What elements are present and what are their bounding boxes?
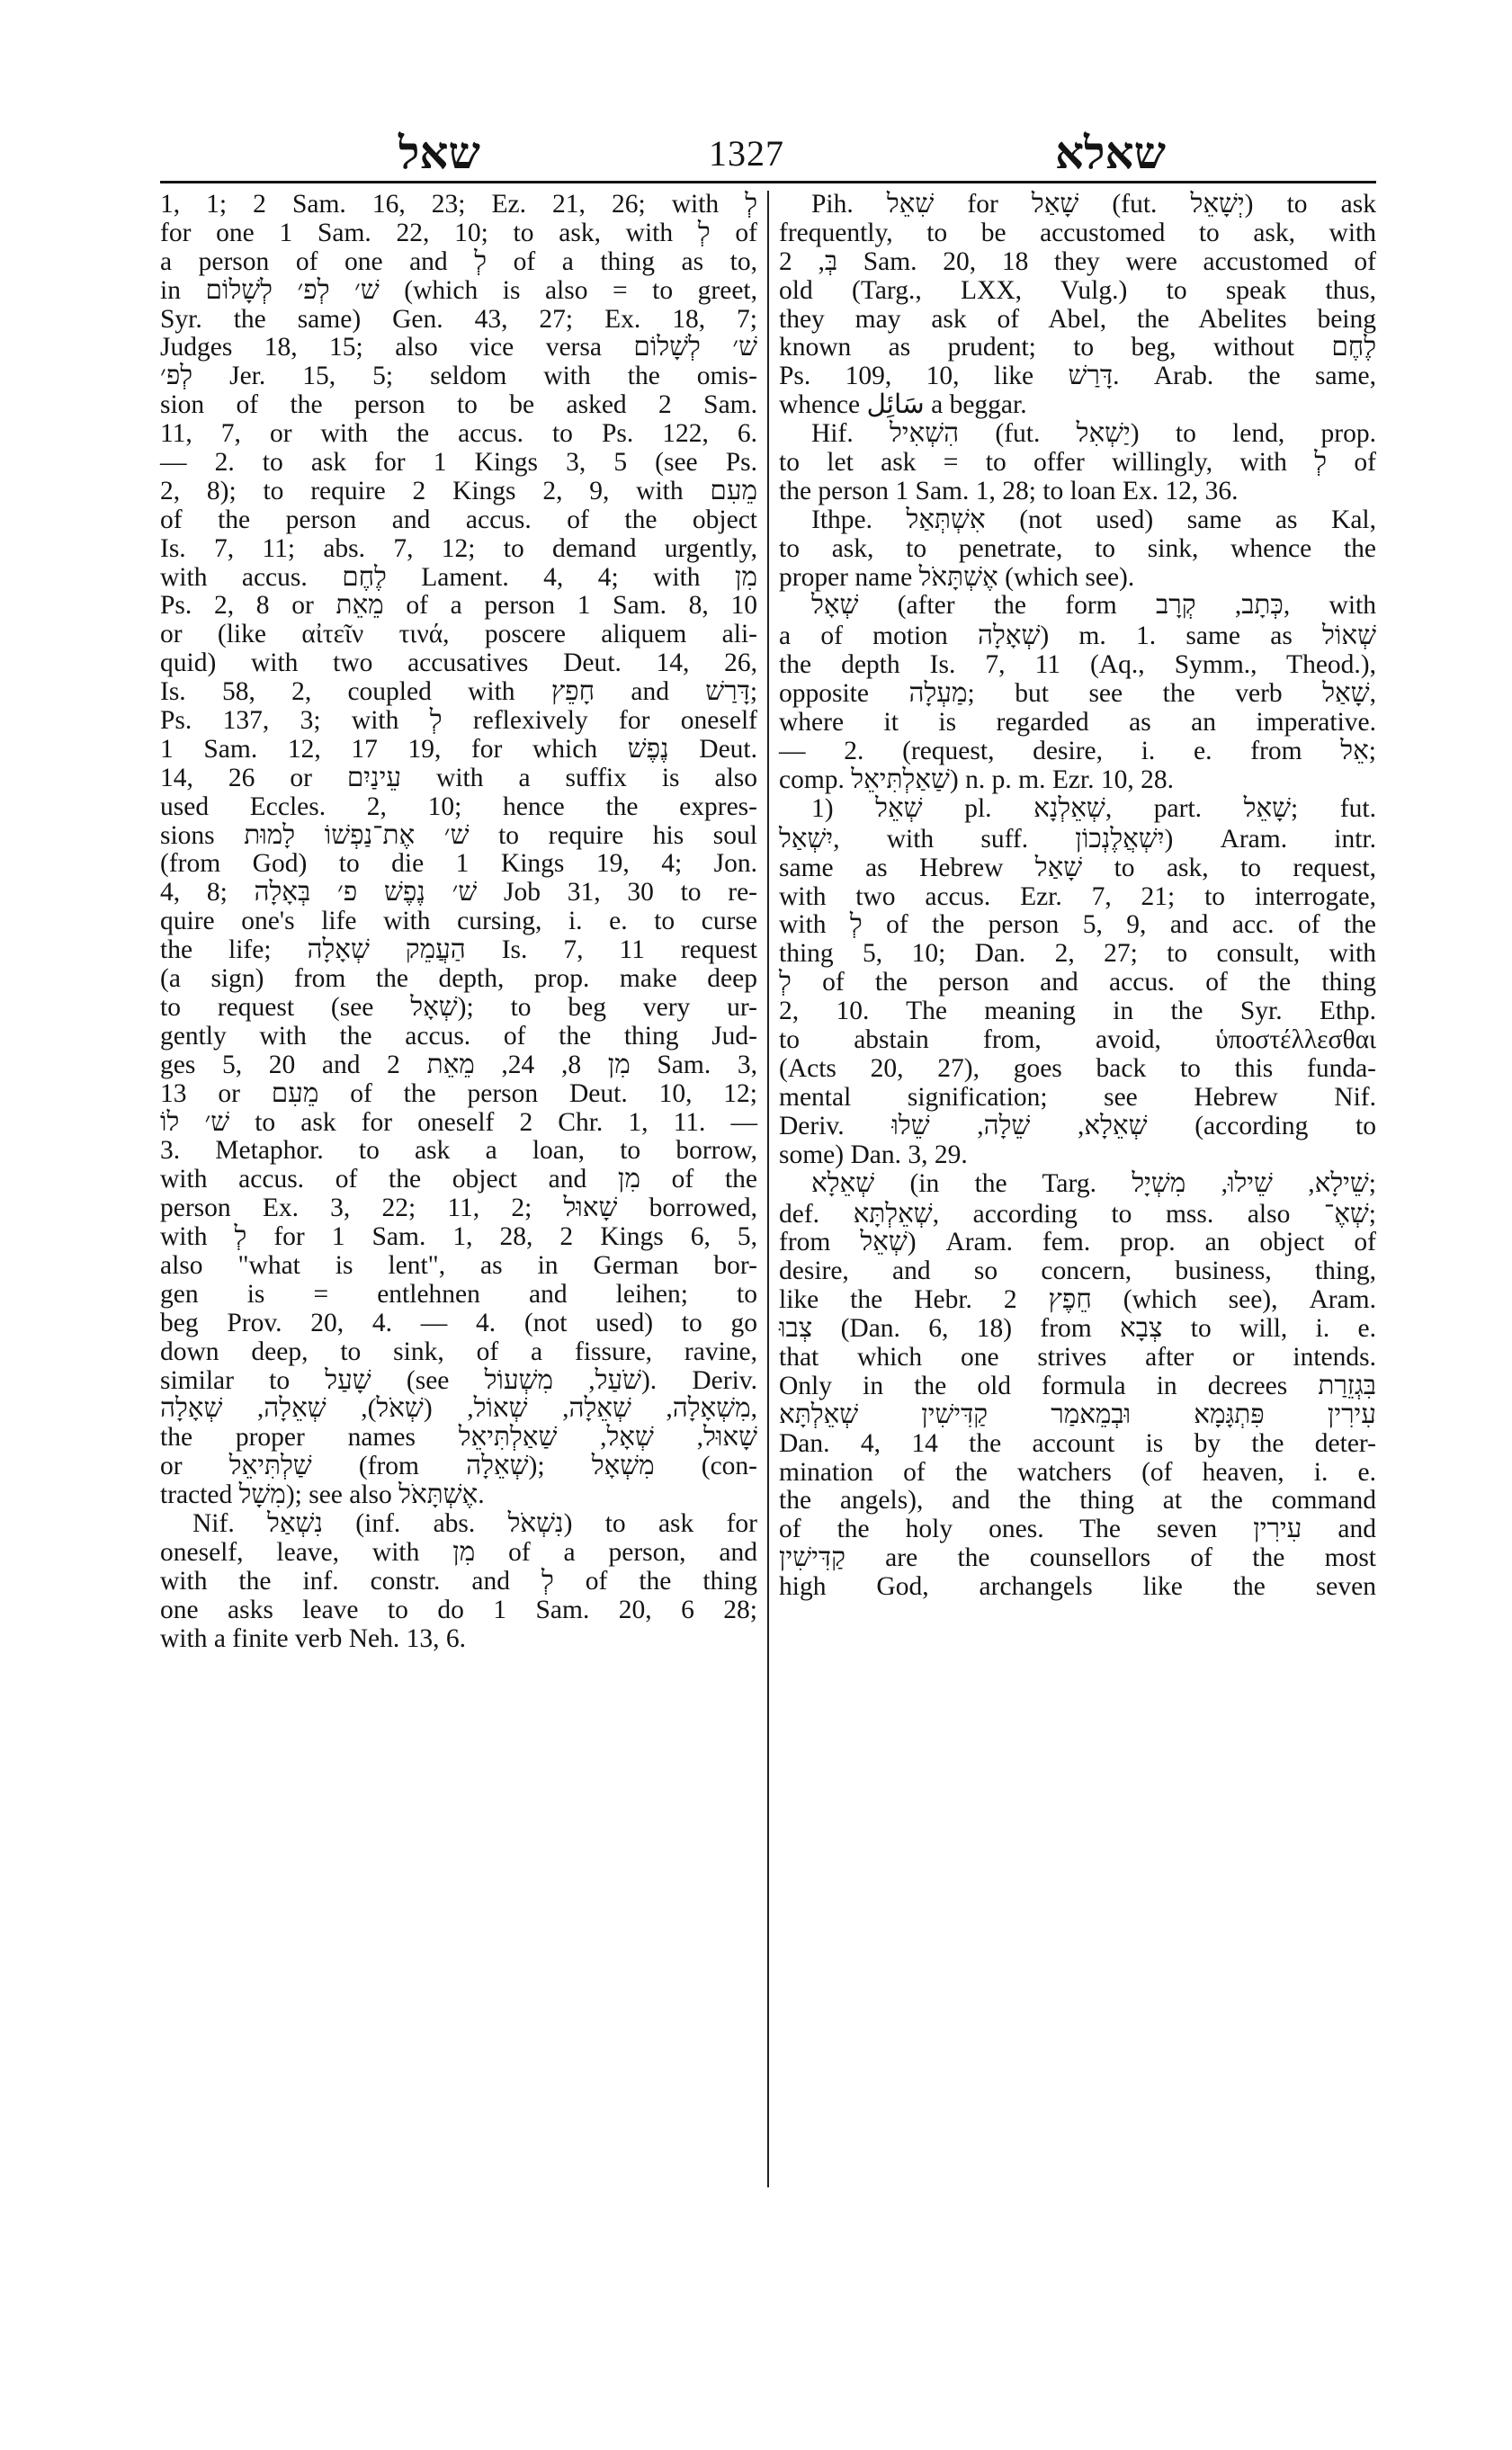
text-line: Deriv. שְׁאֵלָא, שֵׁלָה, שֵׁלוּ (according to xyxy=(779,1111,1376,1140)
text-line: with לְ for 1 Sam. 1, 28, 2 Kings 6, 5, xyxy=(160,1222,757,1252)
text-line: with accus. לֶחֶם Lament. 4, 4; with מִן xyxy=(160,562,757,592)
text-line: צְבוּ (Dan. 6, 18) from צְבָא to will, i. e. xyxy=(779,1314,1376,1344)
text-line: similar to שָׁעַל (see שֹׁעַל, מִשְׁעוֹל). Deriv. xyxy=(160,1365,757,1395)
text-line: שְׁאָל (after the form כְּתָב, קְרָב, with xyxy=(811,591,1376,621)
text-line: comp. שַׁאַלְתִּיאֵל) n. p. m. Ezr. 10, 28. xyxy=(779,765,1175,794)
text-line: mental signification; see Hebrew Nif. xyxy=(779,1082,1376,1112)
left-running-headword: שאל xyxy=(398,126,480,179)
text-line: שְׁאֵלָא (in the Targ. שֵׁילָא, שֵׁילוּ, מִשְׁיָל; xyxy=(811,1168,1376,1198)
text-line: frequently, to be accustomed to ask, with xyxy=(779,218,1376,247)
page-number: 1327 xyxy=(709,133,784,174)
right-running-headword: שאלא xyxy=(1055,126,1166,179)
text-line: שׁ׳ לוֹ to ask for oneself 2 Chr. 1, 11. — xyxy=(160,1107,757,1137)
text-line: high God, archangels like the seven xyxy=(779,1572,1376,1602)
text-line: 1, 1; 2 Sam. 16, 23; Ez. 21, 26; with לְ xyxy=(160,190,757,219)
text-line: Ps. 109, 10, like דָּרַשׁ. Arab. the same, xyxy=(779,362,1377,391)
text-line: some) Dan. 3, 29. xyxy=(779,1140,968,1169)
text-line: Ps. 137, 3; with לְ reflexively for oneself xyxy=(160,706,757,736)
text-line: with accus. of the object and מִן of the xyxy=(160,1165,757,1194)
text-line: ges 5, 20 and מִן 8, 24, מֵאֵת 2 Sam. 3, xyxy=(160,1050,758,1079)
text-line: whence سَائِل a beggar. xyxy=(779,390,1027,420)
text-line: 4, 8; שׁ׳ נֶפֶשׁ פ׳ בְּאָלָה Job 31, 30 to re- xyxy=(160,878,757,908)
text-line: the proper names שָׁאוּל, שְׁאָל, שַׁאַלְתִּיאֵל xyxy=(160,1423,757,1453)
text-line: old (Targ., LXX, Vulg.) to speak thus, xyxy=(779,275,1376,305)
text-line: def. שְׁאֵלְתָּא, according to mss. also שְׁאֶ־; xyxy=(779,1199,1376,1229)
text-line: with the inf. constr. and לְ of the thing xyxy=(160,1566,757,1596)
text-line: proper name אֶשְׁתָּאֹל (which see). xyxy=(779,562,1135,592)
text-line: where it is regarded as an imperative. xyxy=(779,708,1376,738)
text-line: Judges 18, 15; also vice versa שׁ׳ לְשָׁלוֹם xyxy=(160,333,757,362)
text-line: 13 or מֵעִם of the person Deut. 10, 12; xyxy=(160,1078,757,1108)
text-line: מִשְׁאָלָה, שְׁאֵלָה, שְׁאוֹל, (שְׁאֹל), שְׁאֵלָה, שְׁאָלָה, xyxy=(160,1394,757,1424)
text-line: beg Prov. 20, 4. — 4. (not used) to go xyxy=(160,1308,757,1337)
text-line: with two accus. Ezr. 7, 21; to interrogate, xyxy=(779,881,1376,911)
text-line: a of motion שְׁאָלָה) m. 1. same as שְׁאוֹל xyxy=(779,621,1376,651)
text-line: קַדִּישִׁין are the counsellors of the most xyxy=(779,1543,1376,1573)
text-line: of the person and accus. of the object xyxy=(160,505,757,534)
text-line: desire, and so concern, business, thing, xyxy=(779,1256,1376,1286)
text-line: down deep, to sink, of a fissure, ravine, xyxy=(160,1337,757,1366)
text-line: לְפ׳ Jer. 15, 5; seldom with the omis- xyxy=(160,362,757,391)
text-line: Nif. נִשְׁאַל (inf. abs. נִשְׁאֹל) to ask for xyxy=(192,1508,757,1538)
text-line: 3. Metaphor. to ask a loan, to borrow, xyxy=(160,1136,757,1166)
text-line: יִשְׁאַל, with suff. יִשְׁאֲלֶנְכוֹן) Aram. intr. xyxy=(779,824,1376,854)
text-line: Hif. הִשְׁאִיל (fut. יַשְׁאִל) to lend, prop. xyxy=(811,419,1377,449)
text-line: the angels), and the thing at the command xyxy=(779,1486,1376,1516)
text-line: used Eccles. 2, 10; hence the expres- xyxy=(160,791,757,821)
text-line: the life; הַעֲמֵק שְׁאָלָה Is. 7, 11 request xyxy=(160,935,758,965)
text-line: like the Hebr. חֵפֶץ 2 (which see), Aram. xyxy=(779,1285,1376,1315)
text-line: Only in the old formula in decrees בִּגְזֵרַת xyxy=(779,1371,1376,1400)
text-line: Ps. 2, 8 or מֵאֵת of a person 1 Sam. 8, 10 xyxy=(160,591,757,621)
running-header xyxy=(160,126,1376,180)
text-line: sion of the person to be asked 2 Sam. xyxy=(160,390,757,420)
text-line: 11, 7, or with the accus. to Ps. 122, 6. xyxy=(160,419,757,449)
text-line: they may ask of Abel, the Abelites being xyxy=(779,304,1376,334)
text-line: in שׁ׳ לְפ׳ לְשָׁלוֹם (which is also = to greet, xyxy=(160,275,757,305)
text-line: gen is = entlehnen and leihen; to xyxy=(160,1279,757,1309)
text-line: — 2. to ask for 1 Kings 3, 5 (see Ps. xyxy=(160,448,757,478)
text-line: Is. 7, 11; abs. 7, 12; to demand urgently, xyxy=(160,533,757,563)
text-line: עִירִין פִּתְגָּמָא וּבְמֵאמַר קַדִּישִׁין שְׁאֵלְתָּא xyxy=(779,1399,1376,1429)
text-line: to let ask = to offer willingly, with לְ of xyxy=(779,448,1377,478)
text-line: Pih. שִׁאֵל for שָׁאַל (fut. יְשָׁאֵל) to ask xyxy=(811,190,1377,219)
text-line: gently with the accus. of the thing Jud- xyxy=(160,1021,757,1051)
text-line: quire one's life with cursing, i. e. to curse xyxy=(160,907,757,936)
text-line: (a sign) from the depth, prop. make deep xyxy=(160,964,757,994)
text-line: quid) with two accusatives Deut. 14, 26, xyxy=(160,648,757,678)
text-line: לְ of the person and accus. of the thing xyxy=(779,968,1376,997)
text-line: sions שׁ׳ אֶת־נַפְשׁוֹ לָמוּת to require his soul xyxy=(160,820,757,850)
text-line: (Acts 20, 27), goes back to this funda- xyxy=(779,1053,1376,1083)
text-line: a person of one and לְ of a thing as to, xyxy=(160,246,757,276)
text-line: also "what is lent", as in German bor- xyxy=(160,1250,757,1280)
text-line: שְׁאֵל (1 pl. שְׁאֵלְנָא, part. שָׁאֵל; fut. xyxy=(811,793,1376,823)
text-line: opposite מַעְלָה; but see the verb שָׁאַל, xyxy=(779,679,1376,709)
text-line: the person 1 Sam. 1, 28; to loan Ex. 12, 36. xyxy=(779,476,1239,505)
text-line: to abstain from, avoid, ὑποστέλλεσθαι xyxy=(779,1025,1376,1055)
right-column xyxy=(779,191,1376,1602)
text-line: 2, 10. The meaning in the Syr. Ethp. xyxy=(779,997,1376,1026)
text-line: one asks leave to do 1 Sam. 20, 6 28; xyxy=(160,1595,757,1624)
text-line: mination of the watchers (of heaven, i. e. xyxy=(779,1457,1376,1487)
text-line: to ask, to penetrate, to sink, whence the xyxy=(779,533,1376,563)
text-line: בְּ, 2 Sam. 20, 18 they were accustomed of xyxy=(779,246,1377,276)
text-line: that which one strives after or intends. xyxy=(779,1342,1376,1372)
text-line: for one 1 Sam. 22, 10; to ask, with לְ of xyxy=(160,218,757,247)
text-line: of the holy ones. The seven עִירִין and xyxy=(779,1515,1376,1544)
text-line: tracted מִשָׁל); see also אֶשְׁתָּאֹל. xyxy=(160,1480,485,1510)
text-line: thing 5, 10; Dan. 2, 27; to consult, with xyxy=(779,939,1376,969)
left-column xyxy=(160,191,757,1653)
text-line: 2, 8); to require 2 Kings 2, 9, with מֵעִם xyxy=(160,476,757,505)
text-line: Syr. the same) Gen. 43, 27; Ex. 18, 7; xyxy=(160,304,757,334)
text-line: or שַׁלְתִּיאֵל (from שְׁאֵלָה); מִשְׁאָל (con- xyxy=(160,1452,757,1481)
text-line: (from God) to die 1 Kings 19, 4; Jon. xyxy=(160,849,757,879)
text-line: Is. 58, 2, coupled with חָפֵץ and דָּרַשׁ; xyxy=(160,677,758,707)
text-line: or (like αἰτεῖν τινά, poscere aliquem ali- xyxy=(160,620,757,649)
text-line: person Ex. 3, 22; 11, 2; שָׁאוּל borrowed, xyxy=(160,1194,757,1223)
header-rule xyxy=(160,181,1376,183)
text-line: 14, 26 or עֵינַיִם with a suffix is also xyxy=(160,763,757,792)
text-line: — 2. (request, desire, i. e. from אֵל; xyxy=(779,737,1376,766)
text-line: from שְׁאֵל) Aram. fem. prop. an object of xyxy=(779,1228,1376,1257)
text-line: the depth Is. 7, 11 (Aq., Symm., Theod.), xyxy=(779,650,1376,680)
text-line: Dan. 4, 14 the account is by the deter- xyxy=(779,1428,1376,1458)
text-line: with a finite verb Neh. 13, 6. xyxy=(160,1623,466,1653)
text-line: same as Hebrew שָׁאַל to ask, to request, xyxy=(779,853,1376,882)
text-line: to request (see שְׁאָל); to beg very ur- xyxy=(160,992,757,1022)
text-line: with לְ of the person 5, 9, and acc. of the xyxy=(779,910,1376,940)
column-divider xyxy=(767,191,769,2187)
text-line: oneself, leave, with מִן of a person, and xyxy=(160,1537,757,1567)
text-line: known as prudent; to beg, without לֶחֶם xyxy=(779,333,1376,362)
text-line: 1 Sam. 12, 17 19, for which נֶפֶשׁ Deut. xyxy=(160,734,758,764)
text-line: Ithpe. אִשְׁתְּאַל (not used) same as Kal, xyxy=(811,505,1376,534)
